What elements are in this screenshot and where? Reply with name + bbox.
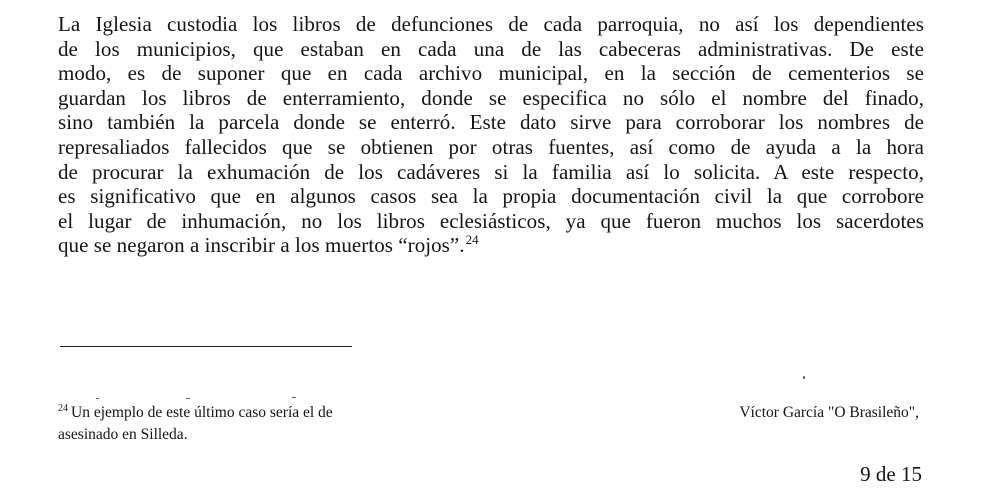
- footnote-marker: 24: [58, 403, 68, 414]
- footnote-separator: [60, 346, 352, 347]
- paragraph-line: modo, es de suponer que en cada archivo municipal, en la sección de cementerios se: [58, 61, 924, 86]
- paragraph-line: de procurar la exhumación de los cadáveres si la familia así lo solicita. A este respecto,: [58, 159, 924, 184]
- scan-speck: [803, 376, 805, 379]
- scan-speck: [186, 398, 190, 399]
- body-paragraph: [58, 12, 924, 258]
- paragraph-line: de los municipios, que estaban en cada una de las cabeceras administrativas. De este: [58, 36, 924, 61]
- paragraph-line: sino también la parcela donde se enterró. Este dato sirve para corroborar los nombres de: [58, 110, 924, 135]
- paragraph-line: el lugar de inhumación, no los libros eclesiásticos, ya que fueron muchos los sacerdotes: [58, 208, 924, 233]
- footnote-text: Un ejemplo de este último caso sería el de: [71, 404, 333, 421]
- scan-speck: [96, 398, 99, 399]
- footnote-continuation: Víctor García "O Brasileño",: [739, 404, 919, 421]
- paragraph-line: es significativo que en algunos casos sea la propia documentación civil la que corrobore: [58, 184, 924, 209]
- scan-speck: [292, 397, 296, 398]
- footnote-reference[interactable]: 24: [465, 232, 479, 248]
- paragraph-line-last: [58, 233, 924, 258]
- paragraph-line: guardan los libros de enterramiento, donde se especifica no sólo el nombre del finado,: [58, 85, 924, 110]
- footnote: [58, 402, 418, 446]
- page-number: 9 de 15: [860, 462, 922, 486]
- footnote-line: asesinado en Silleda.: [58, 426, 188, 443]
- footnote-line: [58, 402, 418, 424]
- paragraph-line: La Iglesia custodia los libros de defunciones de cada parroquia, no así los dependientes: [58, 12, 924, 36]
- paragraph-line: represaliados fallecidos que se obtienen por otras fuentes, así como de ayuda a la hora: [58, 134, 924, 159]
- paragraph-line-text: que se negaron a inscribir a los muertos “rojos”.: [58, 233, 465, 258]
